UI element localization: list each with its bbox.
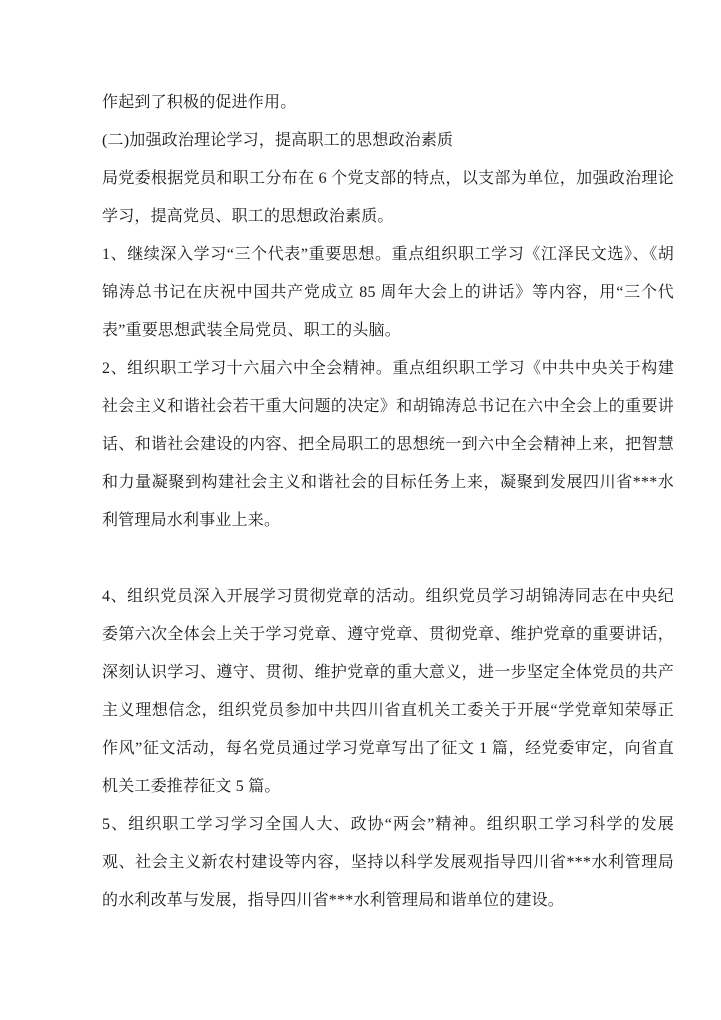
document-line: 1、继续深入学习“三个代表”重要思想。重点组织职工学习《江泽民文选》、《胡 <box>102 246 674 263</box>
document-line: 局党委根据党员和职工分布在 6 个党支部的特点，以支部为单位，加强政治理论 <box>102 170 674 187</box>
blank-paragraph <box>102 540 674 578</box>
paragraph <box>102 806 674 920</box>
paragraph <box>102 578 674 806</box>
document-line: 主义理想信念，组织党员参加中共四川省直机关工委关于开展“学党章知荣辱正 <box>102 702 674 719</box>
document-line: 锦涛总书记在庆祝中国共产党成立 85 周年大会上的讲话》等内容，用“三个代 <box>102 284 674 301</box>
paragraph <box>102 236 674 350</box>
document-line: 机关工委推荐征文 5 篇。 <box>102 778 281 795</box>
paragraph <box>102 160 674 236</box>
document-line: 作风”征文活动，每名党员通过学习党章写出了征文 1 篇，经党委审定，向省直 <box>102 740 674 757</box>
paragraph <box>102 84 674 122</box>
document-line: 深刻认识学习、遵守、贯彻、维护党章的重大意义，进一步坚定全体党员的共产 <box>102 664 674 681</box>
document-body <box>102 84 674 920</box>
paragraph <box>102 350 674 540</box>
document-line: 和力量凝聚到构建社会主义和谐社会的目标任务上来，凝聚到发展四川省***水 <box>102 474 674 491</box>
document-line: 表”重要思想武装全局党员、职工的头脑。 <box>102 322 401 339</box>
document-line: 社会主义和谐社会若干重大问题的决定》和胡锦涛总书记在六中全会上的重要讲 <box>102 398 674 415</box>
document-line: 5、组织职工学习学习全国人大、政协“两会”精神。组织职工学习科学的发展 <box>102 816 674 833</box>
document-line: 话、和谐社会建设的内容、把全局职工的思想统一到六中全会精神上来，把智慧 <box>102 436 674 453</box>
document-line: 作起到了积极的促进作用。 <box>102 94 297 111</box>
document-line: 4、组织党员深入开展学习贯彻党章的活动。组织党员学习胡锦涛同志在中央纪 <box>102 588 674 605</box>
document-line: 利管理局水利事业上来。 <box>102 512 281 529</box>
document-line: 的水利改革与发展，指导四川省***水利管理局和谐单位的建设。 <box>102 892 565 909</box>
document-line: 2、组织职工学习十六届六中全会精神。重点组织职工学习《中共中央关于构建 <box>102 360 674 377</box>
paragraph <box>102 122 674 160</box>
blank-line <box>102 540 674 578</box>
document-line: 观、社会主义新农村建设等内容，坚持以科学发展观指导四川省***水利管理局 <box>102 854 674 871</box>
document-line: (二)加强政治理论学习，提高职工的思想政治素质 <box>102 132 454 149</box>
document-line: 学习，提高党员、职工的思想政治素质。 <box>102 208 394 225</box>
document-line: 委第六次全体会上关于学习党章、遵守党章、贯彻党章、维护党章的重要讲话， <box>102 626 674 643</box>
